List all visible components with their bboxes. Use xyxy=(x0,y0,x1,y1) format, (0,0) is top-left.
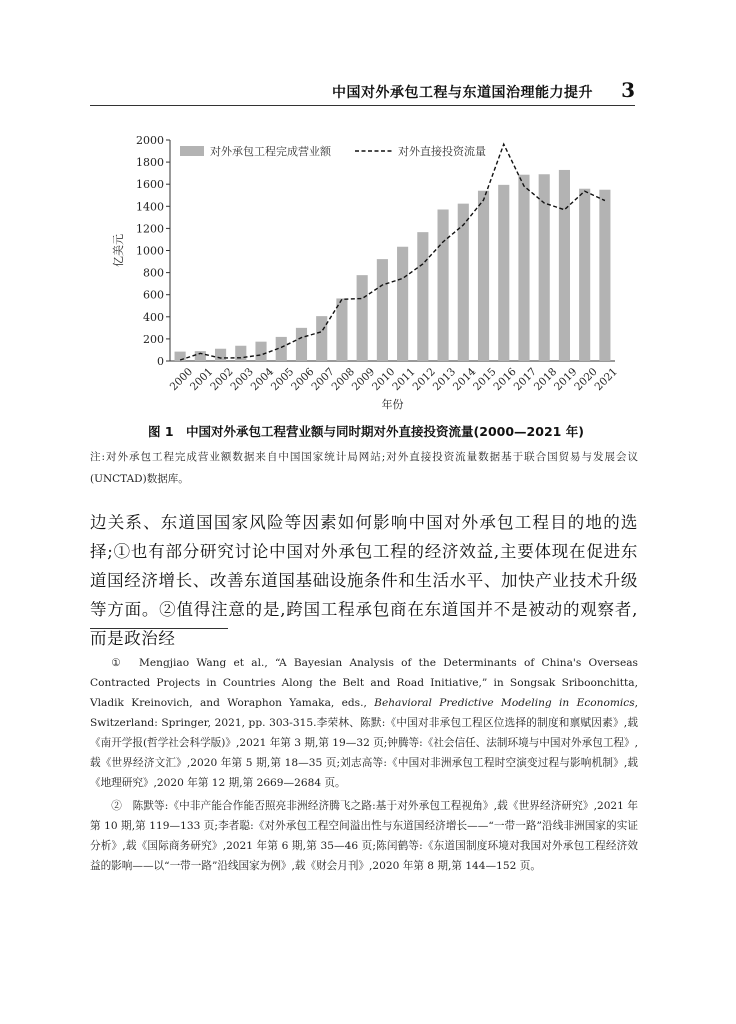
bar-2016 xyxy=(498,185,509,361)
body-paragraph: 边关系、东道国国家风险等因素如何影响中国对外承包工程目的地的选择;①也有部分研究讨论中国对外承包工程的经济效益,主要体现在促进东道国经济增长、改善东道国基础设施条件和生活水平、加快产业技术升级等方面。②值得注意的是,跨国工程承包商在东道国并不是被动的观察者,而是政治经 xyxy=(90,513,638,648)
x-tick-label: 2019 xyxy=(552,365,580,394)
x-tick-label: 2020 xyxy=(572,365,600,394)
bar-2003 xyxy=(235,346,246,361)
bar-2010 xyxy=(377,259,388,361)
legend-bar-swatch xyxy=(180,146,204,156)
y-tick-label: 2000 xyxy=(136,134,164,147)
page-number: 3 xyxy=(621,78,635,102)
bar-2011 xyxy=(397,247,408,361)
x-tick-label: 2010 xyxy=(370,365,398,394)
figure-caption: 图 1 中国对外承包工程营业额与同时期对外直接投资流量(2000—2021 年) xyxy=(148,424,584,439)
bar-2007 xyxy=(316,316,327,361)
footnote-1-text: ① Mengjiao Wang et al., “A Bayesian Analysis of the Determinants of China's Overseas Contracted Projects in Countries Along the Belt and Road Initiative,” in Songsak Sriboonchitta, Vladik Kreinovich, and Woraphon Yamaka, eds., xyxy=(90,657,638,709)
x-tick-label: 2002 xyxy=(208,365,236,394)
x-tick-label: 2013 xyxy=(430,365,459,394)
legend-line-label: 对外直接投资流量 xyxy=(398,145,486,158)
footnote-2: ② 陈默等:《中非产能合作能否照亮非洲经济腾飞之路:基于对外承包工程视角》,载《世界经济研究》,2021 年第 10 期,第 119—133 页;李者聪:《对外承包工程空间溢出性与东道国经济增长——“一带一路”沿线非洲国家的实证分析》,载《国际商务研究》,2021 年第 6 期,第 35—46 页;陈闰鹤等:《东道国制度环境对我国对外承包工程经济效益的影响——以“一带一路”沿线国家为例》,载《财会月刊》,2020 年第 8 期,第 144—152 页。 xyxy=(90,800,638,872)
x-tick-label: 2011 xyxy=(390,365,418,394)
bar-2001 xyxy=(195,351,206,361)
x-tick-label: 2003 xyxy=(228,365,256,394)
footnote-1 xyxy=(90,653,638,793)
running-title: 中国对外承包工程与东道国治理能力提升 xyxy=(332,85,593,101)
x-tick-label: 2014 xyxy=(450,365,479,394)
y-tick-label: 200 xyxy=(143,332,164,346)
x-tick-label: 2021 xyxy=(592,365,620,394)
x-tick-label: 2007 xyxy=(309,365,337,394)
bar-2020 xyxy=(579,189,590,361)
bar-line-chart xyxy=(100,130,620,415)
x-tick-label: 2008 xyxy=(329,365,357,394)
x-tick-label: 2001 xyxy=(187,365,216,394)
y-tick-label: 1400 xyxy=(136,200,164,214)
bar-2009 xyxy=(357,275,368,361)
bar-2017 xyxy=(518,175,529,361)
y-tick-label: 600 xyxy=(143,288,164,302)
x-tick-label: 2018 xyxy=(531,365,560,394)
body-paragraph-block xyxy=(90,508,638,653)
bar-2019 xyxy=(559,170,570,361)
figure-note: 注:对外承包工程完成营业额数据来自中国国家统计局网站;对外直接投资流量数据基于联合国贸易与发展会议(UNCTAD)数据库。 xyxy=(90,451,638,485)
x-tick-label: 2012 xyxy=(410,365,438,394)
bar-2012 xyxy=(417,232,428,361)
bar-2006 xyxy=(296,328,307,361)
footnotes xyxy=(90,653,638,879)
bar-2002 xyxy=(215,349,226,361)
y-tick-label: 0 xyxy=(157,355,164,368)
x-tick-label: 2004 xyxy=(248,365,277,394)
y-tick-label: 800 xyxy=(143,266,164,280)
y-tick-label: 1800 xyxy=(136,156,164,170)
bar-2008 xyxy=(336,298,347,361)
bar-2004 xyxy=(255,342,266,361)
x-tick-label: 2005 xyxy=(268,365,297,394)
x-tick-label: 2016 xyxy=(491,365,519,394)
footnote-rule xyxy=(90,628,228,629)
y-tick-label: 1200 xyxy=(136,222,164,236)
header-rule xyxy=(90,105,635,106)
x-tick-label: 2009 xyxy=(349,365,378,394)
footnote-1-book-title: Behavioral Predictive Modeling in Economics xyxy=(374,697,635,709)
footnote-1-text-cont: , Switzerland: Springer, 2021, pp. 303-315.李荣林、陈默:《中国对非承包工程区位选择的制度和禀赋因素》,载《南开学报(哲学社会科学版)》,2021 年第 3 期,第 19—32 页;钟腾等:《社会信任、法制环境与中国对外承包工程》,载《世界经济文汇》,2020 年第 5 期,第 18—35 页;刘志高等:《中国对非洲承包工程时空演变过程与影响机制》,载《地理研究》,2020 年第 12 期,第 2669—2684 页。 xyxy=(90,697,639,789)
x-tick-label: 2006 xyxy=(289,365,317,394)
y-tick-label: 400 xyxy=(143,310,164,324)
bar-2014 xyxy=(458,204,469,361)
x-tick-label: 2015 xyxy=(471,365,499,394)
x-tick-label: 2017 xyxy=(511,365,540,394)
bar-2021 xyxy=(599,190,610,361)
bar-2013 xyxy=(438,210,449,361)
legend-bar-label: 对外承包工程完成营业额 xyxy=(210,145,331,158)
y-tick-label: 1000 xyxy=(136,244,164,258)
bar-2015 xyxy=(478,191,489,361)
y-tick-label: 1600 xyxy=(136,178,164,192)
x-axis-label: 年份 xyxy=(381,398,404,411)
y-axis-label: 亿美元 xyxy=(112,234,125,267)
x-tick-label: 2000 xyxy=(167,365,196,394)
running-header xyxy=(90,78,635,106)
